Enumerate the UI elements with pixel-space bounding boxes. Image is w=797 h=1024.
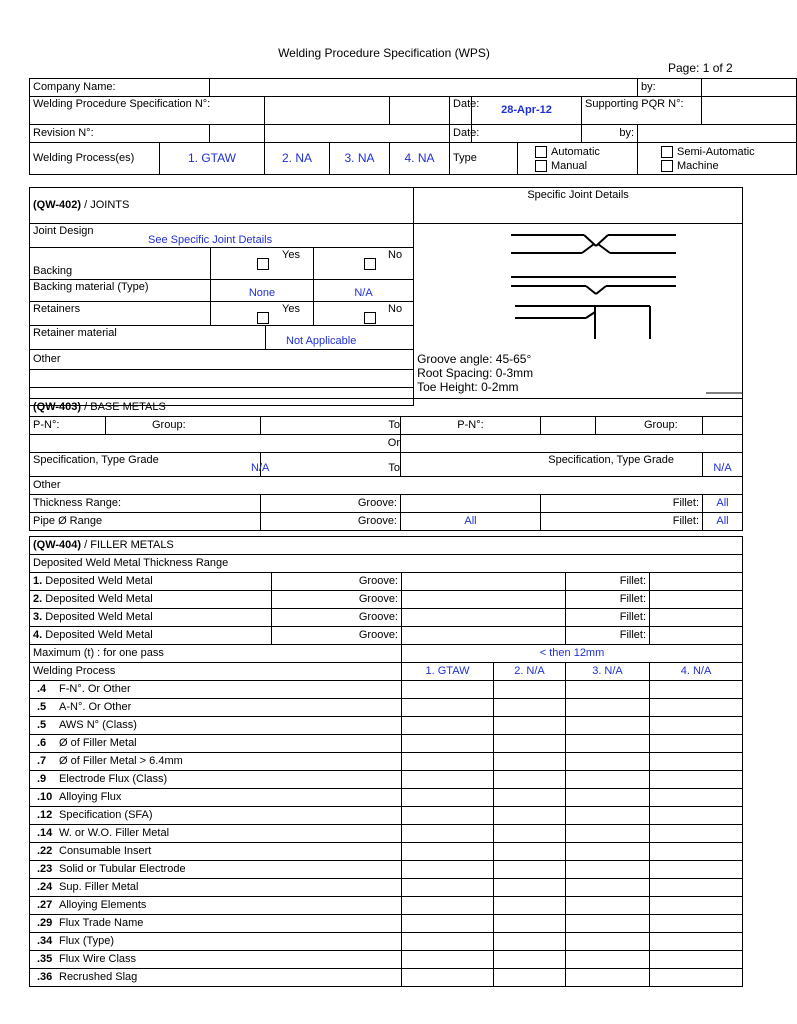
process-header-row bbox=[30, 663, 743, 681]
deposited-groove-field[interactable] bbox=[402, 573, 566, 591]
filler-param-value-3[interactable] bbox=[566, 789, 650, 807]
group-label-left: Group: bbox=[106, 417, 261, 435]
deposited-label-cell bbox=[30, 609, 272, 627]
processes-label: Welding Process(es) bbox=[30, 143, 160, 175]
filler-param-value-2[interactable] bbox=[494, 933, 566, 951]
filler-param-label: F-N°. Or Other bbox=[59, 683, 131, 695]
filler-param-label-cell bbox=[30, 735, 402, 753]
plate-bevel-left bbox=[586, 286, 596, 294]
manual-label: Manual bbox=[551, 159, 588, 172]
deposited-row bbox=[30, 627, 743, 645]
deposited-label: Deposited Weld Metal bbox=[42, 593, 153, 605]
filler-param-row bbox=[30, 861, 743, 879]
filler-param-row bbox=[30, 825, 743, 843]
filler-param-value-4[interactable] bbox=[650, 699, 743, 717]
deposited-number: 4. bbox=[33, 629, 43, 641]
tjoint-fillet bbox=[586, 312, 595, 318]
option-machine[interactable] bbox=[641, 159, 793, 173]
process-4[interactable]: 4. NA bbox=[390, 143, 450, 175]
groove-bottom-bevel-left bbox=[582, 244, 594, 253]
filler-param-label: Consumable Insert bbox=[59, 845, 152, 857]
date-label: Date: bbox=[450, 97, 472, 125]
filler-param-label: Specification (SFA) bbox=[59, 809, 153, 821]
deposited-groove-label: Groove: bbox=[272, 609, 402, 627]
process-column-1: 1. GTAW bbox=[402, 663, 494, 681]
filler-param-row bbox=[30, 969, 743, 987]
revision-label: Revision N°: bbox=[30, 125, 210, 143]
filler-param-value-1[interactable] bbox=[402, 915, 494, 933]
backing-yes-cell bbox=[211, 248, 314, 280]
filler-param-label: Alloying Elements bbox=[59, 899, 147, 911]
filler-param-value-2[interactable] bbox=[494, 969, 566, 987]
deposited-groove-label: Groove: bbox=[272, 591, 402, 609]
filler-param-label-cell bbox=[30, 969, 402, 987]
spec-left-cell bbox=[30, 453, 261, 477]
deposited-fillet-field[interactable] bbox=[650, 573, 743, 591]
filler-param-code: .5 bbox=[37, 719, 47, 731]
deposited-groove-field[interactable] bbox=[402, 591, 566, 609]
backing-no-label: No bbox=[388, 249, 403, 261]
deposited-label: Deposited Weld Metal bbox=[42, 629, 153, 641]
deposited-groove-label: Groove: bbox=[272, 627, 402, 645]
type-options-right bbox=[638, 143, 797, 175]
filler-param-value-4[interactable] bbox=[650, 951, 743, 969]
filler-param-row bbox=[30, 879, 743, 897]
info-table bbox=[29, 78, 797, 175]
retainers-yes-cell bbox=[211, 302, 314, 326]
filler-param-row bbox=[30, 897, 743, 915]
toe-height: Toe Height: 0-2mm bbox=[417, 380, 519, 394]
filler-param-value-1[interactable] bbox=[402, 807, 494, 825]
filler-param-value-2[interactable] bbox=[494, 843, 566, 861]
deposited-label-cell bbox=[30, 627, 272, 645]
filler-param-code: .4 bbox=[37, 683, 47, 695]
max-label: Maximum (t) : for one pass bbox=[30, 645, 402, 663]
deposited-fillet-field[interactable] bbox=[650, 627, 743, 645]
filler-param-value-1[interactable] bbox=[402, 879, 494, 897]
deposited-label: Deposited Weld Metal bbox=[42, 575, 153, 587]
max-value[interactable]: < then 12mm bbox=[402, 645, 743, 663]
base-metals-heading-code: (QW-403) bbox=[33, 401, 82, 413]
groove-bottom-bevel-right bbox=[598, 244, 610, 253]
spec-to-cell bbox=[251, 453, 401, 477]
or-label: Or bbox=[30, 435, 401, 453]
filler-param-row bbox=[30, 789, 743, 807]
filler-param-value-1[interactable] bbox=[402, 717, 494, 735]
filler-param-value-2[interactable] bbox=[494, 807, 566, 825]
machine-checkbox[interactable] bbox=[661, 160, 673, 172]
base-other-label: Other bbox=[30, 477, 743, 495]
plate-bevel-right bbox=[596, 286, 606, 294]
filler-param-label-cell bbox=[30, 789, 402, 807]
filler-param-value-1[interactable] bbox=[402, 969, 494, 987]
thickness-label: Thickness Range: bbox=[30, 495, 261, 513]
deposited-row bbox=[30, 573, 743, 591]
deposited-label-cell bbox=[30, 591, 272, 609]
spec-left-value[interactable]: N/A bbox=[251, 462, 270, 474]
filler-param-value-1[interactable] bbox=[402, 789, 494, 807]
filler-param-row bbox=[30, 699, 743, 717]
deposited-fillet-label: Fillet: bbox=[566, 609, 650, 627]
deposited-number: 2. bbox=[33, 593, 43, 605]
filler-param-value-4[interactable] bbox=[650, 861, 743, 879]
filler-param-label-cell bbox=[30, 843, 402, 861]
filler-param-value-1[interactable] bbox=[402, 861, 494, 879]
thickness-fillet-label: Fillet: bbox=[541, 495, 703, 513]
filler-param-label-cell bbox=[30, 753, 402, 771]
filler-param-value-3[interactable] bbox=[566, 879, 650, 897]
filler-param-code: .6 bbox=[37, 737, 47, 749]
filler-param-value-2[interactable] bbox=[494, 789, 566, 807]
filler-param-value-2[interactable] bbox=[494, 879, 566, 897]
deposited-label: Deposited Weld Metal bbox=[42, 611, 153, 623]
filler-param-row bbox=[30, 933, 743, 951]
filler-param-label: Ø of Filler Metal bbox=[59, 737, 137, 749]
revision-date-field[interactable] bbox=[472, 125, 582, 143]
filler-param-value-2[interactable] bbox=[494, 735, 566, 753]
pn-label-left: P-N°: bbox=[30, 417, 106, 435]
filler-param-code: .9 bbox=[37, 773, 47, 785]
filler-param-row bbox=[30, 843, 743, 861]
filler-param-code: .27 bbox=[37, 899, 53, 911]
filler-param-value-2[interactable] bbox=[494, 753, 566, 771]
filler-param-label: AWS N° (Class) bbox=[59, 719, 137, 731]
filler-param-row bbox=[30, 951, 743, 969]
base-metals-table bbox=[29, 398, 743, 531]
filler-param-value-4[interactable] bbox=[650, 681, 743, 699]
process-1[interactable]: 1. GTAW bbox=[160, 143, 265, 175]
filler-param-label-cell bbox=[30, 951, 402, 969]
filler-param-value-4[interactable] bbox=[650, 843, 743, 861]
deposited-groove-label: Groove: bbox=[272, 573, 402, 591]
wps-no-field[interactable] bbox=[265, 97, 390, 125]
filler-param-value-3[interactable] bbox=[566, 915, 650, 933]
retainer-material-value[interactable]: Not Applicable bbox=[266, 326, 414, 350]
filler-param-row bbox=[30, 771, 743, 789]
joints-heading-text: / JOINTS bbox=[81, 199, 130, 211]
process-column-3: 3. N/A bbox=[566, 663, 650, 681]
spec-label-right: Specification, Type Grade bbox=[401, 453, 703, 477]
filler-param-label-cell bbox=[30, 699, 402, 717]
deposited-row bbox=[30, 591, 743, 609]
page-number: Page: 1 of 2 bbox=[668, 61, 733, 75]
retainers-no-cell bbox=[314, 302, 414, 326]
filler-param-label: A-N°. Or Other bbox=[59, 701, 132, 713]
pipe-groove-label: Groove: bbox=[261, 513, 401, 531]
backing-material-value-1[interactable]: None bbox=[211, 280, 314, 302]
pn-label-right: P-N°: bbox=[401, 417, 541, 435]
group-label-right: Group: bbox=[596, 417, 703, 435]
spec-label-left: Specification, Type Grade bbox=[33, 454, 159, 466]
joints-table bbox=[29, 187, 743, 406]
filler-param-value-1[interactable] bbox=[402, 897, 494, 915]
option-manual[interactable] bbox=[521, 159, 634, 173]
backing-yes-checkbox[interactable] bbox=[257, 258, 269, 270]
deposited-groove-field[interactable] bbox=[402, 627, 566, 645]
joints-heading bbox=[30, 188, 414, 224]
filler-param-value-4[interactable] bbox=[650, 969, 743, 987]
joint-notes bbox=[417, 352, 533, 394]
filler-param-label: Solid or Tubular Electrode bbox=[59, 863, 186, 875]
retainers-yes-checkbox[interactable] bbox=[257, 312, 269, 324]
filler-param-label: Flux (Type) bbox=[59, 935, 115, 947]
pipe-label: Pipe Ø Range bbox=[30, 513, 261, 531]
deposited-thickness-label: Deposited Weld Metal Thickness Range bbox=[30, 555, 743, 573]
filler-param-value-1[interactable] bbox=[402, 699, 494, 717]
pqr-label: Supporting PQR N°: bbox=[582, 97, 702, 125]
filler-param-value-3[interactable] bbox=[566, 753, 650, 771]
process-column-4: 4. N/A bbox=[650, 663, 743, 681]
to-label: To bbox=[261, 417, 401, 435]
filler-param-code: .29 bbox=[37, 917, 53, 929]
joint-design-row bbox=[30, 224, 414, 248]
filler-param-label: Alloying Flux bbox=[59, 791, 122, 803]
filler-param-label: Flux Trade Name bbox=[59, 917, 144, 929]
deposited-label-cell bbox=[30, 573, 272, 591]
machine-label: Machine bbox=[677, 159, 719, 172]
retainers-label: Retainers bbox=[30, 302, 211, 326]
deposited-number: 3. bbox=[33, 611, 43, 623]
filler-param-value-2[interactable] bbox=[494, 681, 566, 699]
filler-param-label-cell bbox=[30, 879, 402, 897]
filler-param-code: .5 bbox=[37, 701, 47, 713]
semi-automatic-checkbox[interactable] bbox=[661, 146, 673, 158]
process-3[interactable]: 3. NA bbox=[330, 143, 390, 175]
revision-by-field[interactable] bbox=[638, 125, 797, 143]
automatic-checkbox[interactable] bbox=[535, 146, 547, 158]
filler-param-code: .14 bbox=[37, 827, 53, 839]
filler-param-value-1[interactable] bbox=[402, 933, 494, 951]
max-row bbox=[30, 645, 743, 663]
deposited-fillet-field[interactable] bbox=[650, 609, 743, 627]
by-field[interactable] bbox=[702, 79, 797, 97]
filler-param-value-2[interactable] bbox=[494, 825, 566, 843]
retainers-no-checkbox[interactable] bbox=[364, 312, 376, 324]
spec-right-value[interactable]: N/A bbox=[703, 453, 743, 477]
base-metals-heading-text: / BASE METALS bbox=[81, 401, 166, 413]
deposited-fillet-label: Fillet: bbox=[566, 573, 650, 591]
filler-param-row bbox=[30, 915, 743, 933]
backing-material-value-2[interactable]: N/A bbox=[314, 280, 414, 302]
joints-other-label: Other bbox=[30, 350, 414, 370]
filler-param-value-1[interactable] bbox=[402, 681, 494, 699]
retainer-material-label: Retainer material bbox=[30, 326, 266, 350]
filler-param-code: .36 bbox=[37, 971, 53, 983]
filler-heading-code: (QW-404) bbox=[33, 539, 82, 551]
option-semi-automatic[interactable] bbox=[641, 145, 793, 159]
filler-param-row bbox=[30, 735, 743, 753]
pn-right-field[interactable] bbox=[541, 417, 596, 435]
thickness-fillet-value[interactable]: All bbox=[703, 495, 743, 513]
filler-param-value-2[interactable] bbox=[494, 771, 566, 789]
pqr-field[interactable] bbox=[702, 97, 797, 125]
type-options-left bbox=[518, 143, 638, 175]
document-title: Welding Procedure Specification (WPS) bbox=[278, 46, 490, 60]
filler-param-code: .23 bbox=[37, 863, 53, 875]
filler-param-label: Ø of Filler Metal > 6.4mm bbox=[59, 755, 183, 767]
or-blank bbox=[401, 435, 743, 453]
filler-param-value-3[interactable] bbox=[566, 861, 650, 879]
filler-param-value-3[interactable] bbox=[566, 897, 650, 915]
filler-param-value-2[interactable] bbox=[494, 717, 566, 735]
process-2[interactable] bbox=[265, 143, 330, 175]
backing-label: Backing bbox=[30, 248, 211, 280]
filler-param-value-3[interactable] bbox=[566, 951, 650, 969]
filler-param-value-2[interactable] bbox=[494, 951, 566, 969]
filler-param-value-4[interactable] bbox=[650, 897, 743, 915]
wps-blank-field[interactable] bbox=[390, 97, 450, 125]
deposited-fillet-label: Fillet: bbox=[566, 591, 650, 609]
joints-other-field[interactable] bbox=[30, 370, 414, 388]
filler-param-row bbox=[30, 717, 743, 735]
revision-date-label: Date: bbox=[450, 125, 472, 143]
backing-yes-label: Yes bbox=[282, 249, 300, 261]
semi-automatic-label: Semi-Automatic bbox=[677, 145, 755, 158]
filler-param-label: W. or W.O. Filler Metal bbox=[59, 827, 170, 839]
date-value[interactable]: 28-Apr-12 bbox=[472, 97, 582, 125]
filler-param-code: .35 bbox=[37, 953, 53, 965]
by-label: by: bbox=[638, 79, 702, 97]
filler-param-value-4[interactable] bbox=[650, 771, 743, 789]
filler-param-code: .10 bbox=[37, 791, 53, 803]
process-label: Welding Process bbox=[30, 663, 402, 681]
filler-metals-table bbox=[29, 536, 743, 987]
filler-param-value-1[interactable] bbox=[402, 843, 494, 861]
company-name-label: Company Name: bbox=[30, 79, 210, 97]
retainers-no-label: No bbox=[388, 303, 403, 315]
joint-sketch bbox=[414, 188, 743, 378]
filler-param-label: Recrushed Slag bbox=[59, 971, 138, 983]
filler-param-value-4[interactable] bbox=[650, 915, 743, 933]
deposited-fillet-field[interactable] bbox=[650, 591, 743, 609]
pipe-fillet-value[interactable]: All bbox=[703, 513, 743, 531]
filler-param-label: Flux Wire Class bbox=[59, 953, 137, 965]
deposited-row bbox=[30, 609, 743, 627]
joint-design-value[interactable]: See Specific Joint Details bbox=[148, 234, 273, 246]
base-metals-heading bbox=[30, 399, 743, 417]
filler-param-label-cell bbox=[30, 825, 402, 843]
filler-param-code: .34 bbox=[37, 935, 53, 947]
filler-heading bbox=[30, 537, 743, 555]
deposited-fillet-label: Fillet: bbox=[566, 627, 650, 645]
filler-param-value-3[interactable] bbox=[566, 771, 650, 789]
filler-param-value-3[interactable] bbox=[566, 933, 650, 951]
group-right-field[interactable] bbox=[703, 417, 743, 435]
filler-param-value-4[interactable] bbox=[650, 825, 743, 843]
filler-param-value-4[interactable] bbox=[650, 789, 743, 807]
filler-param-code: .22 bbox=[37, 845, 53, 857]
filler-param-row bbox=[30, 681, 743, 699]
groove-angle: Groove angle: 45-65° bbox=[417, 352, 532, 366]
filler-param-row bbox=[30, 807, 743, 825]
joint-sketch-cell bbox=[414, 224, 743, 406]
filler-param-code: .7 bbox=[37, 755, 47, 767]
backing-material-label: Backing material (Type) bbox=[30, 280, 211, 302]
filler-param-value-1[interactable] bbox=[402, 825, 494, 843]
filler-param-value-3[interactable] bbox=[566, 735, 650, 753]
filler-param-value-1[interactable] bbox=[402, 735, 494, 753]
filler-param-value-2[interactable] bbox=[494, 699, 566, 717]
process-2-text: 2. NA bbox=[282, 151, 313, 165]
filler-param-value-3[interactable] bbox=[566, 807, 650, 825]
filler-param-value-4[interactable] bbox=[650, 879, 743, 897]
backing-no-cell bbox=[314, 248, 414, 280]
type-label: Type bbox=[450, 143, 518, 175]
process-column-2: 2. N/A bbox=[494, 663, 566, 681]
joints-heading-code: (QW-402) bbox=[33, 199, 82, 211]
filler-param-label-cell bbox=[30, 933, 402, 951]
filler-param-value-4[interactable] bbox=[650, 735, 743, 753]
filler-param-label-cell bbox=[30, 807, 402, 825]
root-spacing: Root Spacing: 0-3mm bbox=[417, 366, 534, 380]
filler-param-label: Sup. Filler Metal bbox=[59, 881, 139, 893]
revision-blank[interactable] bbox=[265, 125, 450, 143]
filler-heading-text: / FILLER METALS bbox=[81, 539, 174, 551]
filler-param-value-4[interactable] bbox=[650, 807, 743, 825]
filler-param-label-cell bbox=[30, 681, 402, 699]
filler-body bbox=[30, 537, 743, 987]
pipe-fillet-label: Fillet: bbox=[541, 513, 703, 531]
filler-param-value-2[interactable] bbox=[494, 861, 566, 879]
filler-param-row bbox=[30, 753, 743, 771]
deposited-number: 1. bbox=[33, 575, 43, 587]
toe-height-rule bbox=[706, 392, 742, 395]
filler-param-value-3[interactable] bbox=[566, 681, 650, 699]
filler-param-value-1[interactable] bbox=[402, 951, 494, 969]
filler-param-value-3[interactable] bbox=[566, 717, 650, 735]
filler-param-value-3[interactable] bbox=[566, 969, 650, 987]
spec-to-label: To bbox=[388, 462, 400, 474]
filler-param-label-cell bbox=[30, 771, 402, 789]
filler-param-value-1[interactable] bbox=[402, 753, 494, 771]
revision-field[interactable] bbox=[210, 125, 265, 143]
filler-param-label-cell bbox=[30, 861, 402, 879]
filler-param-value-1[interactable] bbox=[402, 771, 494, 789]
filler-param-value-3[interactable] bbox=[566, 843, 650, 861]
filler-param-value-4[interactable] bbox=[650, 933, 743, 951]
retainers-yes-label: Yes bbox=[282, 303, 300, 315]
filler-param-value-2[interactable] bbox=[494, 915, 566, 933]
pipe-groove-value[interactable]: All bbox=[401, 513, 541, 531]
filler-param-value-4[interactable] bbox=[650, 717, 743, 735]
option-automatic[interactable] bbox=[521, 145, 634, 159]
joint-design-label: Joint Design bbox=[33, 225, 94, 237]
filler-param-value-4[interactable] bbox=[650, 753, 743, 771]
filler-param-label-cell bbox=[30, 897, 402, 915]
manual-checkbox[interactable] bbox=[535, 160, 547, 172]
company-name-field[interactable] bbox=[210, 79, 638, 97]
filler-param-label-cell bbox=[30, 915, 402, 933]
thickness-groove-label: Groove: bbox=[261, 495, 401, 513]
thickness-groove-field[interactable] bbox=[401, 495, 541, 513]
backing-no-checkbox[interactable] bbox=[364, 258, 376, 270]
filler-param-label-cell bbox=[30, 717, 402, 735]
filler-param-code: .24 bbox=[37, 881, 53, 893]
filler-param-value-3[interactable] bbox=[566, 699, 650, 717]
filler-param-value-2[interactable] bbox=[494, 897, 566, 915]
filler-param-code: .12 bbox=[37, 809, 53, 821]
wps-no-label: Welding Procedure Specification N°: bbox=[30, 97, 265, 125]
revision-by-label: by: bbox=[582, 125, 638, 143]
deposited-groove-field[interactable] bbox=[402, 609, 566, 627]
filler-param-value-3[interactable] bbox=[566, 825, 650, 843]
filler-param-label: Electrode Flux (Class) bbox=[59, 773, 168, 785]
specific-joint-details-label: Specific Joint Details bbox=[414, 188, 743, 224]
automatic-label: Automatic bbox=[551, 145, 600, 158]
